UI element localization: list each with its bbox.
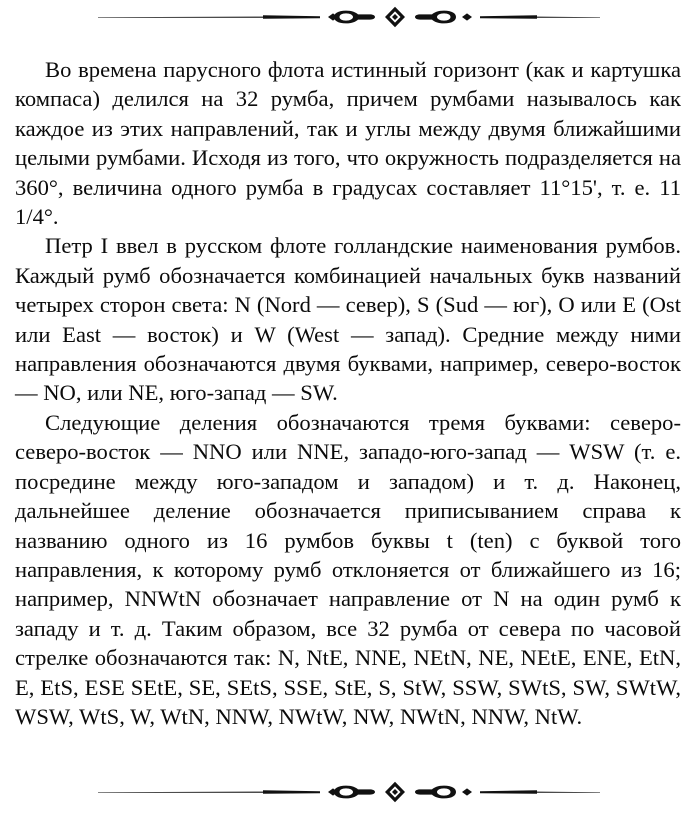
- decorative-divider-icon: [88, 6, 608, 28]
- page-body: [15, 55, 681, 731]
- paragraph-3: Следующие деления обозначаются тремя буквами: северо-северо-восток — NNO или NNE, западо-юго-запад — WSW (т. е. посредине между юго-западом и западом) и т. д. Наконец, дальнейшее деление обозначается приписыванием справа к названию одного из 16 румбов буквы t (ten) с буквой того направления, к которому румб отклоняется от ближайшего из 16; например, NNWtN обозначает направление от N на один румб к западу и т. д. Таким образом, все 32 румба от севера по часовой стрелке обозначаются так: N, NtE, NNE, NEtN, NE, NEtE, ENE, EtN, E, EtS, ESE SEtE, SE, SEtS, SSE, StE, S, StW, SSW, SWtS, SW, SWtW, WSW, WtS, W, WtN, NNW, NWtW, NW, NWtN, NNW, NtW.: [15, 409, 681, 729]
- paragraph-2: Петр I ввел в русском флоте голландские наименования румбов. Каждый румб обозначается комбинацией начальных букв названий четырех сторон света: N (Nord — север), S (Sud — юг), O или E (Ost или East — восток) и W (West — запад). Средние между ними направления обозначаются двумя буквами, например, северо-восток — NO, или NE, юго-запад — SW.: [15, 233, 681, 406]
- paragraph-1: Во времена парусного флота истинный горизонт (как и картушка компаса) делился на 32 румба, причем румбами называлось как каждое из этих направлений, так и углы между двумя ближайшими целыми румбами. Исходя из того, что окружность подразделяется на 360°, величина одного румба в градусах составляет 11°15', т. е. 11 1/4°.: [15, 57, 681, 230]
- decorative-divider-icon: [88, 781, 608, 803]
- ornament-divider-top: [0, 3, 696, 31]
- ornament-divider-bottom: [0, 778, 696, 806]
